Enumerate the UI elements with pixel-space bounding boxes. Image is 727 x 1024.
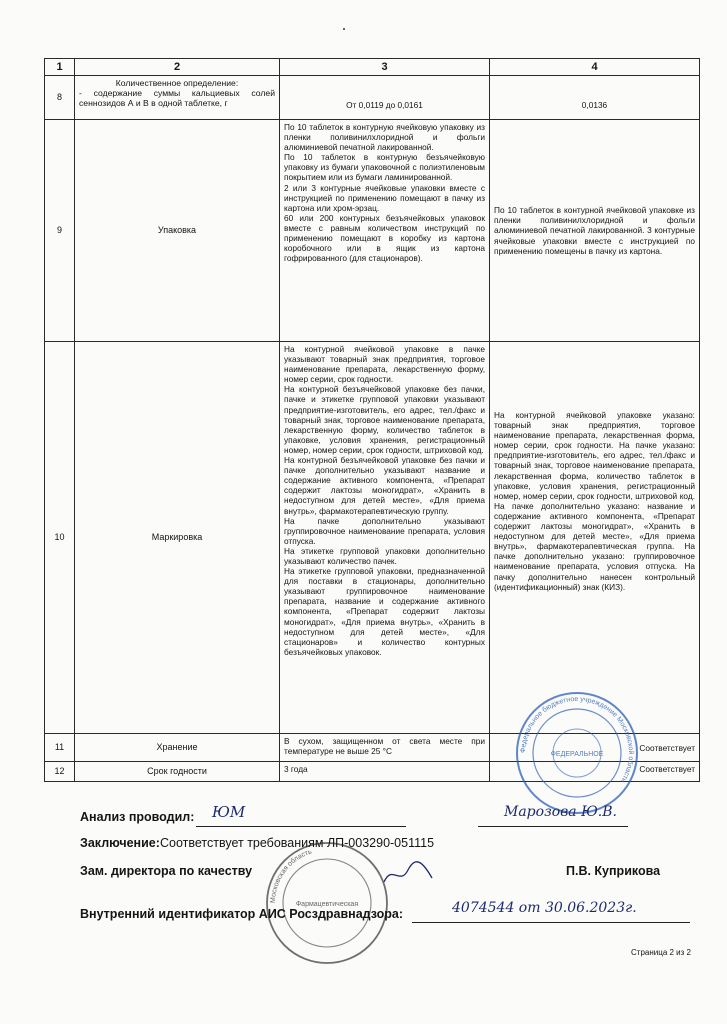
- norm-paragraph: 2 или 3 контурные ячейковые упаковки вместе с инструкцией по применению помещают в пачку из картона или хром-эрзац.: [284, 182, 485, 213]
- norm-paragraph: На пачке дополнительно указывают группировочное наименование препарата, условия отпуска.: [284, 515, 485, 546]
- analysis-name-line: [478, 826, 628, 827]
- row-norm: [280, 342, 490, 734]
- result-value: Соответствует: [639, 764, 695, 774]
- norm-paragraph: На этикетке групповой упаковки, предназначенной для поставки в стационары, дополнительно указывают группировочное наименование препарата, название и содержание активного компонента, «Препарат содержит лактозы моногидрат», «Для приема внутрь», «Хранить в недоступном для детей месте», «Для стационаров» и количество контурных безъячейковых упаковок.: [284, 566, 485, 657]
- row-name: Упаковка: [75, 120, 280, 342]
- table-row-9: [45, 120, 700, 342]
- norm-value: От 0,0119 до 0,0161: [346, 100, 423, 110]
- analysis-name-handwritten: Марозова Ю.В.: [504, 804, 617, 820]
- table-row-8: [45, 76, 700, 120]
- deputy-signature: [380, 860, 440, 890]
- stamp-center-text: Фармацевтическая: [295, 901, 359, 908]
- blue-round-stamp: [512, 688, 642, 818]
- norm-paragraph: На контурной ячейковой упаковке в пачке указывают товарный знак предприятия, торговое наименование препарата, лекарственную форму, номер серии, срок годности.: [284, 344, 485, 385]
- header-col-2: 2: [75, 59, 280, 76]
- stamp-center-text: ФЕДЕРАЛЬНОЕ: [550, 751, 604, 758]
- row-number: 9: [45, 120, 75, 342]
- row-number: 8: [45, 76, 75, 120]
- row-norm: [280, 120, 490, 342]
- specification-table: [44, 58, 700, 782]
- norm-paragraph: По 10 таблеток в контурную ячейковую упаковку из пленки поливинилхлоридной и фольги алюминиевой печатной лакированной.: [284, 122, 485, 153]
- row-norm: 3 года: [280, 762, 490, 782]
- conclusion-text: Соответствует требованиям ЛП-003290-051115: [160, 836, 435, 850]
- deputy-label: Зам. директора по качеству: [80, 864, 253, 878]
- row-norm: В сухом, защищенном от света месте при температуре не выше 25 °С: [280, 734, 490, 762]
- page-number: Страница 2 из 2: [631, 948, 691, 957]
- stamp-ring-text: Федеральное бюджетное учреждение Московской области: [519, 695, 635, 784]
- row-name: [75, 76, 280, 120]
- result-value: 0,0136: [581, 100, 608, 110]
- stamp-ring-text: Московская область: [269, 848, 313, 904]
- result-paragraph: На контурной ячейковой упаковке указано: товарный знак предприятия, торговое наименование препарата, лекарственная форма, номер серии, срок годности. На пачке указано: предприятие-изготовитель, его адрес, тел./факс и товарный знак, торговое наименование препарата, лекарственная форма, количество таблеток в упаковке, условия хранения, регистрационный номер, номер серии, срок годности, штриховой код. На пачке дополнительно указано: название и содержание активного компонента, «Препарат содержит лактозы моногидрат», «Хранить в недоступном для детей месте», «Для приема внутрь», фармакотерапевтическая группа. На пачке дополнительно указано: группировочное наименование препарата, условия отпуска. На пачку дополнительно нанесен контрольный (идентификационный) знак (КИЗ).: [494, 410, 695, 592]
- norm-paragraph: По 10 таблеток в контурную безъячейковую упаковку из бумаги упаковочной с полиэтиленовым покрытием или из бумаги ламинированной.: [284, 152, 485, 183]
- row-name: Срок годности: [75, 762, 280, 782]
- norm-paragraph: 60 или 200 контурных безъячейковых упаковок вместе с равным количеством инструкций по применению помещают в коробку из картона коробочного или в ящик из картона гофрированного (для стационаров).: [284, 212, 485, 264]
- header-col-3: 3: [280, 59, 490, 76]
- row-name-line2: - содержание суммы кальциевых солей сеннозидов А и В в одной таблетке, г: [79, 88, 275, 109]
- ais-line: [412, 922, 690, 923]
- svg-text:Московская область: [270, 848, 313, 903]
- result-value: Соответствует: [639, 743, 695, 753]
- ais-label: Внутренний идентификатор АИС Росздравнадзора:: [80, 907, 404, 921]
- analysis-label: Анализ проводил:: [80, 810, 195, 824]
- ais-value: 4074544 от 30.06.2023г.: [452, 900, 637, 916]
- table-header-row: [45, 59, 700, 76]
- header-col-4: 4: [490, 59, 700, 76]
- deputy-name: П.В. Куприкова: [566, 864, 661, 878]
- row-name: Хранение: [75, 734, 280, 762]
- scan-dot: [343, 28, 345, 30]
- conclusion-label: Заключение:: [80, 836, 160, 850]
- row-number: 10: [45, 342, 75, 734]
- norm-paragraph: На контурной безъячейковой упаковке без пачки и пачке дополнительно указывают название и содержание активного компонента, «Препарат содержит лактозы моногидрат», «Хранить в недоступном для детей месте», «Для приема внутрь», фармакотерапевтическую группу.: [284, 455, 485, 516]
- row-name: Маркировка: [75, 342, 280, 734]
- row-result: [490, 342, 700, 734]
- norm-paragraph: На этикетке групповой упаковки дополнительно указывают количество пачек.: [284, 545, 485, 566]
- header-col-1: 1: [45, 59, 75, 76]
- analysis-signature: ЮМ: [212, 803, 246, 821]
- row-number: 11: [45, 734, 75, 762]
- row-number: 12: [45, 762, 75, 782]
- row-result: По 10 таблеток в контурной ячейковой упаковке из пленки поливинилхлоридной и фольги алюминиевой печатной лакированной. 3 контурные ячейковые упаковки вместе с инструкцией по применению помещены в пачку из картона.: [490, 120, 700, 342]
- row-norm: [280, 76, 490, 120]
- row-result: [490, 76, 700, 120]
- analysis-signature-line: [196, 826, 406, 827]
- table-row-10: [45, 342, 700, 734]
- black-round-stamp: [262, 838, 392, 968]
- norm-paragraph: На контурной безъячейковой упаковке без пачки, пачке и этикетке групповой упаковки указывают предприятие-изготовитель, его адрес, тел./факс и товарный знак, торговое наименование препарата, лекарственную форму, количество таблеток в упаковке, условия хранения, регистрационный номер, номер серии, срок годности, штриховой код.: [284, 384, 485, 455]
- row-name-line1: Количественное определение:: [115, 78, 239, 88]
